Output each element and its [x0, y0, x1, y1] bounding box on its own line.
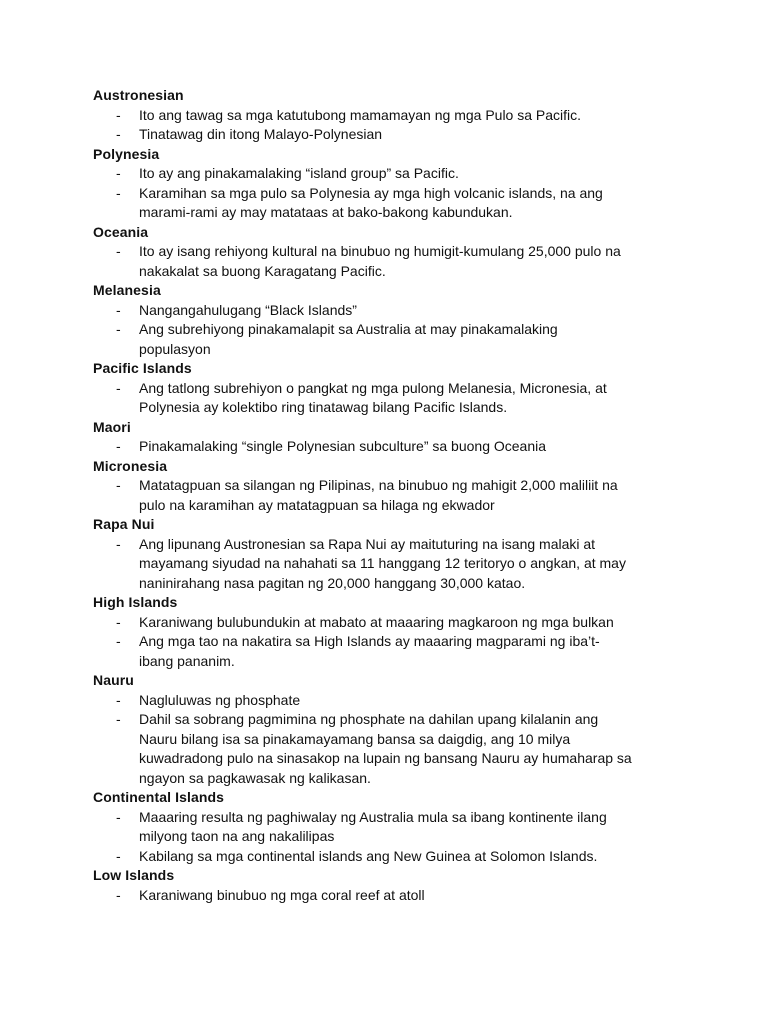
- definition-item: [93, 710, 633, 788]
- definition-list: [93, 476, 728, 515]
- definition-text: Kabilang sa mga continental islands ang New Guinea at Solomon Islands.: [139, 847, 598, 864]
- glossary-entry: [93, 788, 728, 866]
- dash-bullet-icon: -: [116, 477, 121, 493]
- dash-bullet-icon: -: [116, 321, 121, 337]
- definition-item: [93, 320, 633, 359]
- glossary-entry: [93, 515, 728, 593]
- definition-list: [93, 886, 728, 906]
- definition-text: Ang subrehiyong pinakamalapit sa Australia at may pinakamalaking populasyon: [139, 321, 558, 357]
- glossary-entry: [93, 359, 728, 418]
- definition-text: Karamihan sa mga pulo sa Polynesia ay mga high volcanic islands, na ang marami-rami ay may matataas at bako-bakong kabundukan.: [139, 184, 603, 220]
- definition-list: [93, 808, 728, 867]
- dash-bullet-icon: -: [116, 847, 121, 864]
- definition-text: Ang mga tao na nakatira sa High Islands ay maaaring magparami ng iba’t-ibang pananim.: [139, 633, 600, 669]
- definition-text: Ang tatlong subrehiyon o pangkat ng mga pulong Melanesia, Micronesia, at Polynesia ay kolektibo ring tinatawag bilang Pacific Islands.: [139, 379, 607, 415]
- definition-item: [93, 632, 633, 671]
- dash-bullet-icon: -: [116, 711, 121, 727]
- dash-bullet-icon: -: [116, 613, 121, 630]
- term-heading: High Islands: [93, 594, 178, 610]
- dash-bullet-icon: -: [116, 691, 121, 708]
- definition-item: [93, 535, 633, 594]
- definition-list: [93, 242, 728, 281]
- definition-item: [93, 691, 633, 711]
- definition-item: [93, 184, 633, 223]
- definition-text: Matatagpuan sa silangan ng Pilipinas, na binubuo ng mahigit 2,000 maliliit na pulo na karamihan ay matatagpuan sa hilaga ng ekwador: [139, 477, 618, 513]
- definition-text: Ang lipunang Austronesian sa Rapa Nui ay maituturing na isang malaki at mayamang siyudad na nahahati sa 11 hanggang 12 teritoryo o angkan, at may naninirahang nasa pagitan ng 20,000 hanggang 30,000 katao.: [139, 535, 626, 591]
- definition-list: [93, 613, 728, 672]
- dash-bullet-icon: -: [116, 301, 121, 318]
- glossary-entry: [93, 145, 728, 223]
- term-heading: Maori: [93, 418, 131, 435]
- definition-text: Karaniwang bulubundukin at mabato at maaaring magkaroon ng mga bulkan: [139, 613, 614, 630]
- definition-list: [93, 379, 728, 418]
- dash-bullet-icon: -: [116, 106, 121, 123]
- definition-list: [93, 301, 728, 360]
- dash-bullet-icon: -: [116, 886, 121, 903]
- dash-bullet-icon: -: [116, 808, 121, 825]
- definition-item: [93, 106, 633, 126]
- definition-item: [93, 847, 633, 867]
- term-heading: Polynesia: [93, 145, 160, 162]
- definition-text: Maaaring resulta ng paghiwalay ng Australia mula sa ibang kontinente ilang milyong taon na ang nakalilipas: [139, 808, 607, 844]
- definition-item: [93, 808, 633, 847]
- glossary-entry: [93, 418, 728, 457]
- definition-list: [93, 437, 728, 457]
- term-heading: Low Islands: [93, 867, 175, 883]
- definition-text: Nangangahulugang “Black Islands”: [139, 301, 357, 318]
- definition-item: [93, 379, 633, 418]
- definition-text: Ito ay isang rehiyong kultural na binubuo ng humigit-kumulang 25,000 pulo na nakakalat sa buong Karagatang Pacific.: [139, 243, 621, 279]
- definition-item: [93, 301, 633, 321]
- definition-item: [93, 613, 633, 633]
- dash-bullet-icon: -: [116, 184, 121, 201]
- glossary-entry: [93, 593, 728, 671]
- glossary-entry: [93, 223, 728, 282]
- definition-text: Tinatawag din itong Malayo-Polynesian: [139, 126, 383, 142]
- glossary-entry: [93, 866, 728, 905]
- definition-text: Ito ang tawag sa mga katutubong mamamayan ng mga Pulo sa Pacific.: [139, 106, 582, 123]
- dash-bullet-icon: -: [116, 165, 121, 181]
- term-heading: Micronesia: [93, 457, 168, 474]
- glossary-list: [93, 86, 728, 905]
- term-heading: Austronesian: [93, 87, 184, 103]
- definition-item: [93, 125, 633, 145]
- dash-bullet-icon: -: [116, 379, 121, 396]
- definition-item: [93, 164, 633, 184]
- term-heading: Melanesia: [93, 282, 161, 298]
- glossary-entry: [93, 281, 728, 359]
- definition-item: [93, 476, 633, 515]
- term-heading: Nauru: [93, 672, 134, 688]
- dash-bullet-icon: -: [116, 535, 121, 552]
- definition-item: [93, 437, 633, 457]
- definition-text: Nagluluwas ng phosphate: [139, 691, 301, 708]
- term-heading: Continental Islands: [93, 789, 225, 805]
- dash-bullet-icon: -: [116, 126, 121, 142]
- definition-item: [93, 242, 633, 281]
- glossary-entry: [93, 86, 728, 145]
- definition-list: [93, 691, 728, 789]
- term-heading: Oceania: [93, 223, 149, 240]
- term-heading: Pacific Islands: [93, 360, 192, 376]
- definition-text: Karaniwang binubuo ng mga coral reef at atoll: [139, 886, 425, 903]
- dash-bullet-icon: -: [116, 438, 121, 454]
- definition-list: [93, 535, 728, 594]
- glossary-entry: [93, 457, 728, 516]
- glossary-entry: [93, 671, 728, 788]
- definition-item: [93, 886, 633, 906]
- definition-text: Dahil sa sobrang pagmimina ng phosphate na dahilan upang kilalanin ang Nauru bilang isa sa pinakamayamang bansa sa daigdig, ang 10 milya kuwadradong pulo na sinasakop na lupain ng bansang Nauru ay humaharap sa ngayon sa pagkawasak ng kalikasan.: [139, 711, 632, 786]
- definition-list: [93, 164, 728, 223]
- term-heading: Rapa Nui: [93, 516, 155, 532]
- dash-bullet-icon: -: [116, 243, 121, 259]
- definition-text: Ito ay ang pinakamalaking “island group” sa Pacific.: [139, 165, 459, 181]
- definition-list: [93, 106, 728, 145]
- definition-text: Pinakamalaking “single Polynesian subculture” sa buong Oceania: [139, 438, 547, 454]
- dash-bullet-icon: -: [116, 633, 121, 649]
